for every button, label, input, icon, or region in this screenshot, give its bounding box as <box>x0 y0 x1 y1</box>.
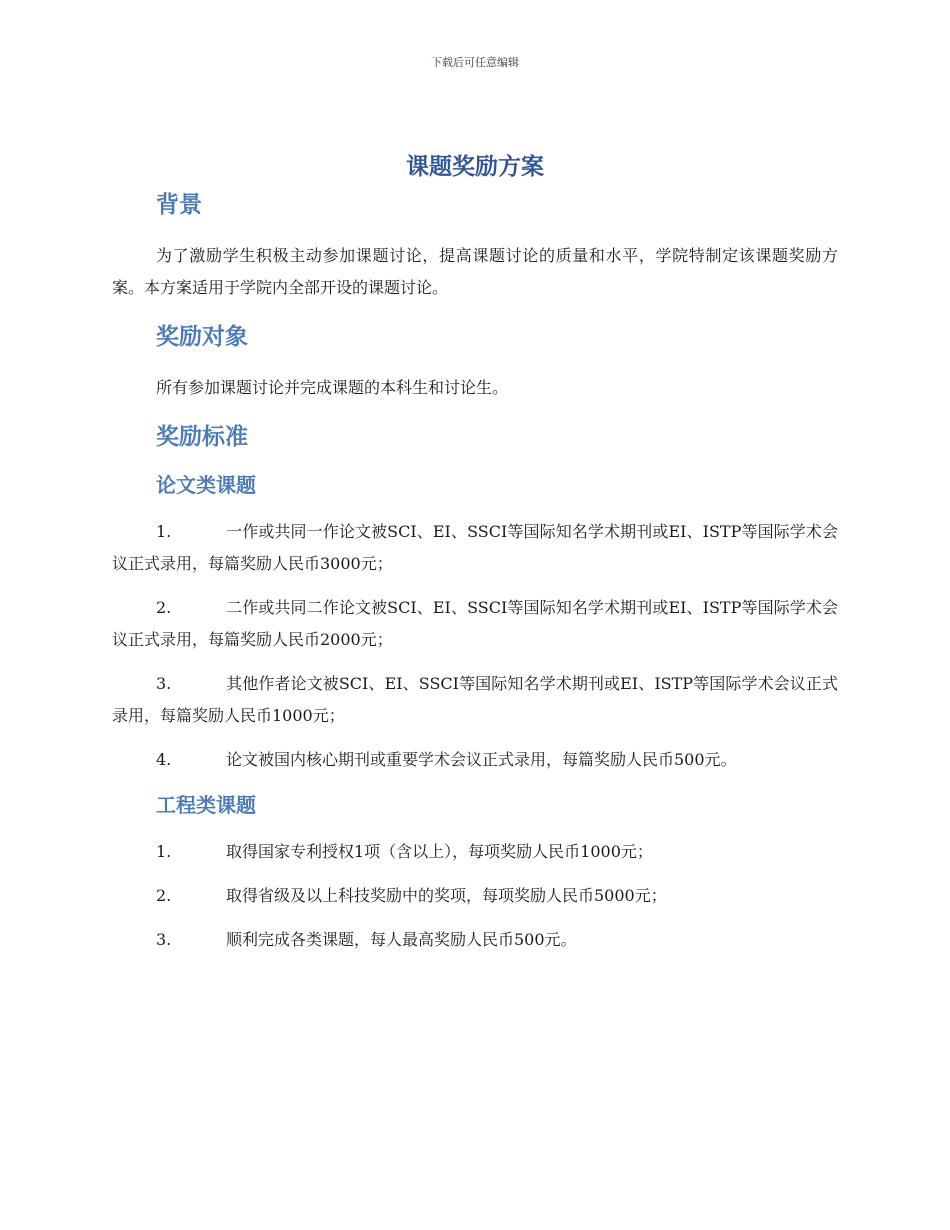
list-item <box>112 592 838 656</box>
list-item <box>112 836 838 868</box>
target-paragraph: 所有参加课题讨论并完成课题的本科生和讨论生。 <box>156 378 509 397</box>
subsection-heading-paper: 论文类课题 <box>156 473 256 497</box>
list-item-text: 顺利完成各类课题，每人最高奖励人民币500元。 <box>226 930 577 949</box>
list-item-number: 2. <box>156 886 172 905</box>
subsection-heading-engineering: 工程类课题 <box>156 793 256 817</box>
list-item-text: 论文被国内核心期刊或重要学术会议正式录用，每篇奖励人民币500元。 <box>226 750 737 769</box>
header-note: 下载后可任意编辑 <box>431 56 519 69</box>
engineering-reward-list <box>112 836 838 956</box>
document-body <box>112 188 838 956</box>
list-item-number: 1. <box>156 842 172 861</box>
section-heading-standard: 奖励标准 <box>156 424 248 450</box>
paper-reward-list <box>112 516 838 776</box>
list-item-number: 3. <box>156 674 172 693</box>
list-item-text: 取得省级及以上科技奖励中的奖项，每项奖励人民币5000元； <box>226 886 667 905</box>
list-item-number: 3. <box>156 930 172 949</box>
background-paragraph: 为了激励学生积极主动参加课题讨论，提高课题讨论的质量和水平，学院特制定该课题奖励方案。本方案适用于学院内全部开设的课题讨论。 <box>112 246 838 297</box>
list-item-text: 二作或共同二作论文被SCI、EI、SSCI等国际知名学术期刊或EI、ISTP等国际学术会议正式录用，每篇奖励人民币2000元； <box>112 598 838 649</box>
list-item-number: 2. <box>156 598 172 617</box>
list-item-text: 其他作者论文被SCI、EI、SSCI等国际知名学术期刊或EI、ISTP等国际学术会议正式录用，每篇奖励人民币1000元； <box>112 674 838 725</box>
list-item <box>112 668 838 732</box>
list-item-text: 一作或共同一作论文被SCI、EI、SSCI等国际知名学术期刊或EI、ISTP等国际学术会议正式录用，每篇奖励人民币3000元； <box>112 522 838 573</box>
list-item-number: 1. <box>156 522 172 541</box>
list-item-number: 4. <box>156 750 172 769</box>
document-title: 课题奖励方案 <box>406 154 544 180</box>
list-item-text: 取得国家专利授权1项（含以上），每项奖励人民币1000元； <box>226 842 653 861</box>
list-item <box>112 516 838 580</box>
list-item <box>112 924 838 956</box>
section-heading-target: 奖励对象 <box>156 324 248 350</box>
list-item <box>112 744 838 776</box>
list-item <box>112 880 838 912</box>
section-heading-background: 背景 <box>156 192 202 218</box>
